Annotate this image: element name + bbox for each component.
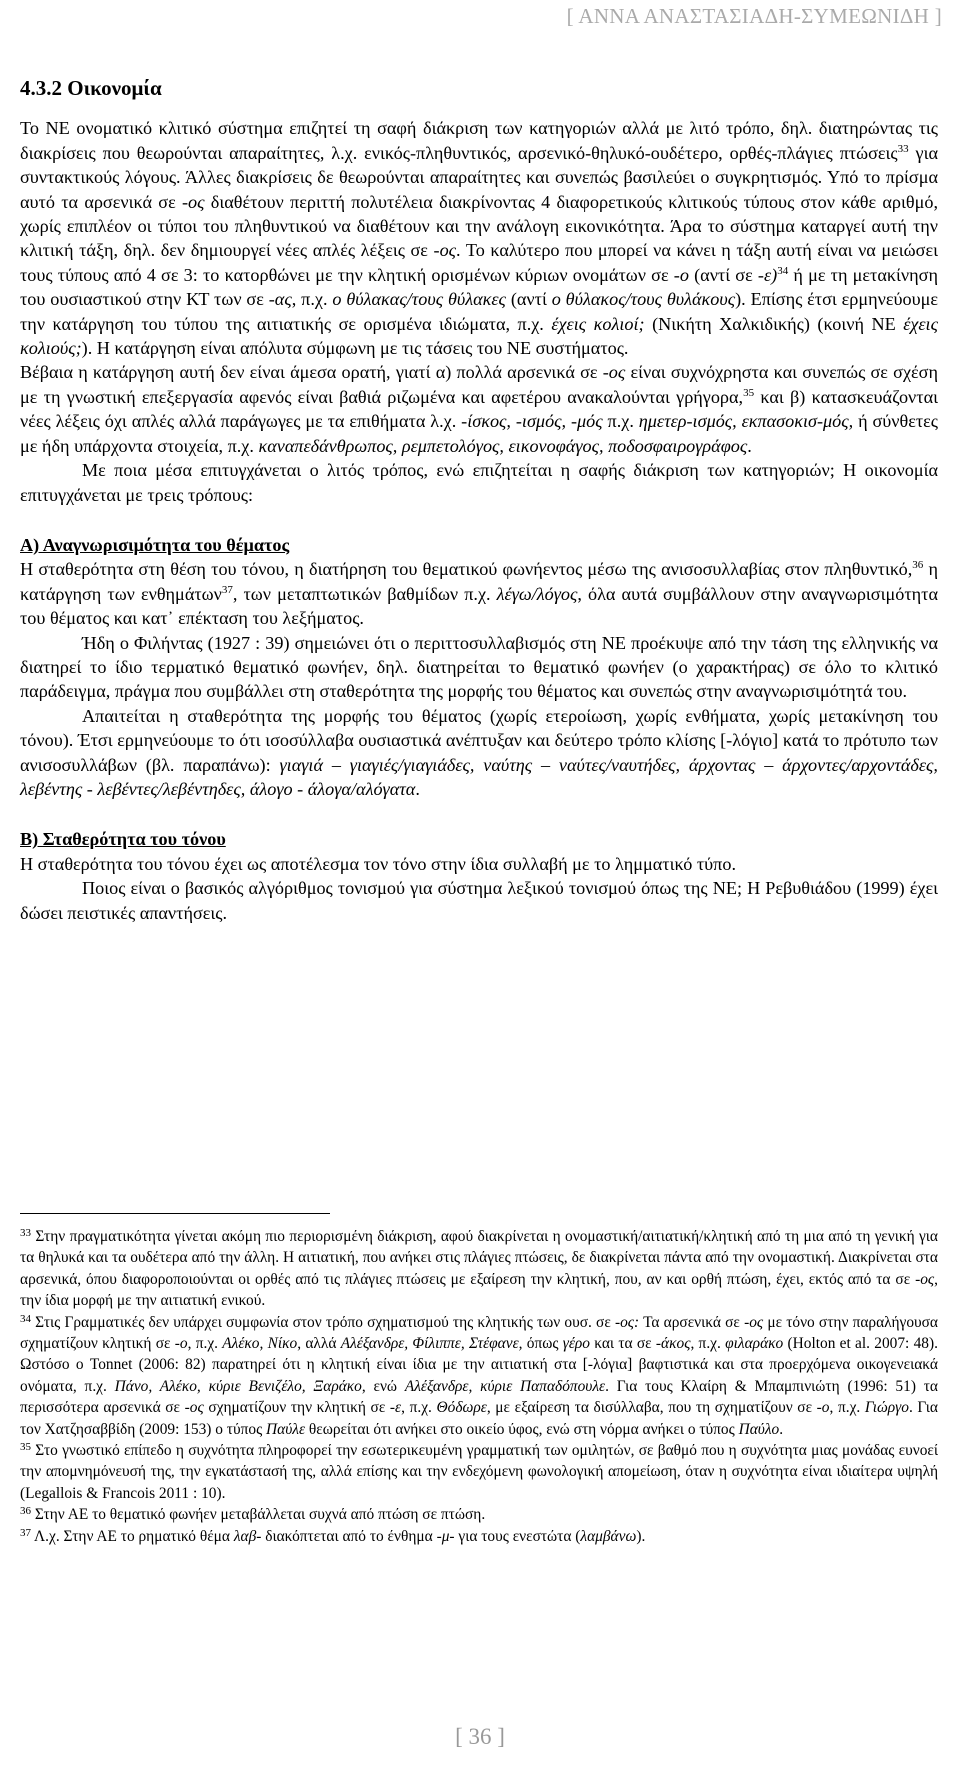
- footnote-33: $^{33}$ Στην πραγματικότητα γίνεται ακόμη πιο περιορισμένη διάκριση, αφού διακρίνεται η ονομαστική/αιτιατική/κλητική από τη μια από τη γενική για τα θηλυκά και τα ουδέτερα από την άλλη. Η αιτιατική, που ανήκει στις πλάγιες πτώσεις, δε διακρίνεται πάντα από την ονομαστική. Διακρίνεται στα αρσενικά, όπου διαφοροποιούνται οι ορθές από τις πλάγιες πτώσεις με εξαίρεση την κλητική, που, αν και ορθή πτώση, έχει, εκτός από τα σε -ος, την ίδια μορφή με την αιτιατική ενικού.: [20, 1227, 938, 1310]
- footnote-ref-35[interactable]: 35: [743, 386, 755, 399]
- paragraph-4: Η σταθερότητα στη θέση του τόνου, η διατήρηση του θεματικού φωνήεντος μέσω της ανισοσυλλαβίας στον πληθυντικό,$^{36}$ η κατάργηση των ενθημάτων$^{37}$, των μεταπτωτικών βαθμίδων π.χ. λέγω/λόγος, όλα αυτά συμβάλλουν στην αναγνωρισιμότητα του θέματος και κατ᾽ επέκταση του λεξήματος.: [20, 559, 939, 629]
- page-number: [ 36 ]: [455, 1724, 505, 1749]
- footnote-35: $^{35}$ Στο γνωστικό επίπεδο η συχνότητα πληροφορεί την εσωτερικευμένη γραμματική των ομιλητών, σε βαθμό που η συχνότητα μιας μονάδας ευνοεί την απομνημόνευσή της, την εγκατάστασή της, αλλά επίσης και την ενδεχόμενη φωνολογική απομείωση, όταν η συχνότητα είναι ιδιαίτερα υψηλή (Legallois & Francois 2011 : 10).: [20, 1441, 938, 1502]
- paragraph-6: Απαιτείται η σταθερότητα της μορφής του θέματος (χωρίς ετεροίωση, χωρίς ενθήματα, χωρίς μετακίνηση του τόνου). Έτσι ερμηνεύουμε το ότι ισοσύλλαβα ουσιαστικά ανέπτυξαν και δεύτερο τρόπο κλίσης [-λόγιο] κατά το πρότυπο των ανισοσυλλάβων (βλ. παραπάνω): γιαγιά – γιαγιές/γιαγιάδες, ναύτης – ναύτες/ναυτήδες, άρχοντας – άρχοντες/αρχοντάδες, λεβέντης - λεβέντες/λεβέντηδες, άλογο - άλογα/αλόγατα.: [20, 705, 938, 799]
- paragraph-7: Η σταθερότητα του τόνου έχει ως αποτέλεσμα τον τόνο στην ίδια συλλαβή με το λημματικό τύπο.: [20, 853, 736, 874]
- section-title: 4.3.2 Οικονομία: [20, 76, 162, 100]
- footnotes-section: [20, 1213, 938, 1547]
- paragraph-3: Με ποια μέσα επιτυγχάνεται ο λιτός τρόπος, ενώ επιζητείται η σαφής διάκριση των κατηγοριών; Η οικονομία επιτυγχάνεται με τρεις τρόπους:: [20, 460, 938, 505]
- footnote-37: $^{37}$ Λ.χ. Στην ΑΕ το ρηματικό θέμα λαβ- διακόπτεται από το ένθημα -μ- για τους ενεστώτα (λαμβάνω).: [20, 1526, 646, 1545]
- subheading-a: Α) Αναγνωρισιμότητα του θέματος: [20, 534, 290, 555]
- main-text: [20, 76, 938, 925]
- paragraph-2: Βέβαια η κατάργηση αυτή δεν είναι άμεσα ορατή, γιατί α) πολλά αρσενικά σε -ος είναι συχνόχρηστα και συνεπώς σε σχέση με τη γνωστική επεξεργασία αφενός είναι βαθιά ριζωμένα και αφετέρου ανακαλούνται γρήγορα,$^{35}$ και β) κατασκευάζονται νέες λέξεις όχι απλές αλλά παράγωγες με τα επιθήματα λ.χ. -ίσκος, -ισμός, -μός π.χ. ημετερ-ισμός, εκπασοκισ-μός, ή σύνθετες με ήδη υπάρχοντα στοιχεία, π.χ. καναπεδάνθρωπος, ρεμπετολόγος, εικονοφάγος, ποδοσφαιρογράφος.: [20, 362, 939, 456]
- subheading-b: Β) Σταθερότητα του τόνου: [20, 829, 226, 850]
- footnote-ref-34[interactable]: 34: [777, 264, 789, 277]
- footnote-ref-37[interactable]: 37: [221, 583, 233, 596]
- paragraph-5: Ήδη ο Φιλήντας (1927 : 39) σημειώνει ότι ο περιττοσυλλαβισμός στη ΝΕ προέκυψε από την τάση της ελληνικής να διατηρεί το ίδιο τερματικό θεματικό φωνήεν, δηλ. διατηρείται το θεματικό φωνήεν (ο χαρακτήρας) σε όλο το κλιτικό παράδειγμα, πράγμα που συμβάλλει στη σταθερότητα της μορφής του θέματος και συνεπώς στην αναγνωρισιμότητά του.: [20, 632, 938, 702]
- footnote-ref-33[interactable]: 33: [897, 142, 909, 155]
- footnote-divider: [20, 1213, 330, 1214]
- footnote-34: $^{34}$ Στις Γραμματικές δεν υπάρχει συμφωνία στον τρόπο σχηματισμού της κλητικής των ουσ. σε -ος: Τα αρσενικά σε -ος με τόνο στην παραλήγουσα σχηματίζουν κλητική σε -ο, π.χ. Αλέκο, Νίκο, αλλά Αλέξανδρε, Φίλιππε, Στέφανε, όπως γέρο και τα σε -άκος, π.χ. φιλαράκο (Holton et al. 2007: 48). Ωστόσο ο Tonnet (2006: 82) παρατηρεί ότι η κλητική είναι ίδια με την αιτιατική στα [-λόγια] βαφτιστικά και στα προερχόμενα οικογενειακά ονόματα, π.χ. Πάνο, Αλέκο, κύριε Βενιζέλο, Ξαράκο, ενώ Αλέξανδρε, κύριε Παπαδόπουλε. Για τους Κλαίρη & Μπαμπινιώτη (1996: 51) τα περισσότερα αρσενικά σε -ος σχηματίζουν την κλητική σε -ε, π.χ. Θόδωρε, με εξαίρεση τα δισύλλαβα, που τη σχηματίζουν σε -ο, π.χ. Γιώργο. Για τον Χατζησαββίδη (2009: 153) ο τύπος Παύλε θεωρείται ότι ανήκει στο οικείο ύφος, ενώ στη νόρμα ανήκει ο τύπος Παύλο.: [20, 1312, 938, 1438]
- paragraph-8: Ποιος είναι ο βασικός αλγόριθμος τονισμού για σύστημα λεξικού τονισμού όπως της ΝΕ; Η Ρεβυθιάδου (1999) έχει δώσει πειστικές απαντήσεις.: [20, 878, 938, 923]
- running-header: [ ΑΝΝΑ ΑΝΑΣΤΑΣΙΑΔΗ-ΣΥΜΕΩΝΙΔΗ ]: [566, 4, 942, 28]
- footnote-ref-36[interactable]: 36: [912, 559, 924, 572]
- footnote-36: $^{36}$ Στην ΑΕ το θεματικό φωνήεν μεταβάλλεται συχνά από πτώση σε πτώση.: [20, 1505, 486, 1524]
- paragraph-1: Το ΝΕ ονοματικό κλιτικό σύστημα επιζητεί τη σαφή διάκριση των κατηγοριών αλλά με λιτό τρόπο, δηλ. διατηρώντας τις διακρίσεις που θεωρούνται απαραίτητες, λ.χ. ενικός-πληθυντικός, αρσενικό-θηλυκό-ουδέτερο, ορθές-πλάγιες πτώσεις$^{33}$ για συντακτικούς λόγους. Άλλες διακρίσεις δε θεωρούνται απαραίτητες και συνεπώς βασιλεύει ο συγκρητισμός. Υπό το πρίσμα αυτό τα αρσενικά σε -ος διαθέτουν περιττή πολυτέλεια διακρίνοντας 4 διαφορετικούς κλιτικούς τύπους στον κάθε αριθμό, χωρίς επιπλέον οι τύποι του πληθυντικού να διαθέτουν και την ανάλογη εικονικότητα. Άρα το σύστημα καταργεί αυτή την κλιτική τάξη, δηλ. δεν δημιουργεί νέες απλές λέξεις σε -ος. Το καλύτερο που μπορεί να κάνει η τάξη αυτή είναι να μειώσει τους τύπους από 4 σε 3: το κατορθώνει με την κλητική ορισμένων κύριων ονομάτων σε -ο (αντί σε -ε)$^{34}$ ή με τη μετακίνηση του ουσιαστικού στην ΚΤ των σε -ας, π.χ. ο θύλακας/τους θύλακες (αντί ο θύλακος/τους θυλάκους). Επίσης έτσι ερμηνεύουμε την κατάργηση του τύπου της αιτιατικής σε ορισμένα ιδιώματα, π.χ. έχεις κολιοί; (Νικήτη Χαλκιδικής) (κοινή ΝΕ έχεις κολιούς;). Η κατάργηση είναι απόλυτα σύμφωνη με τις τάσεις του ΝΕ συστήματος.: [20, 118, 939, 359]
